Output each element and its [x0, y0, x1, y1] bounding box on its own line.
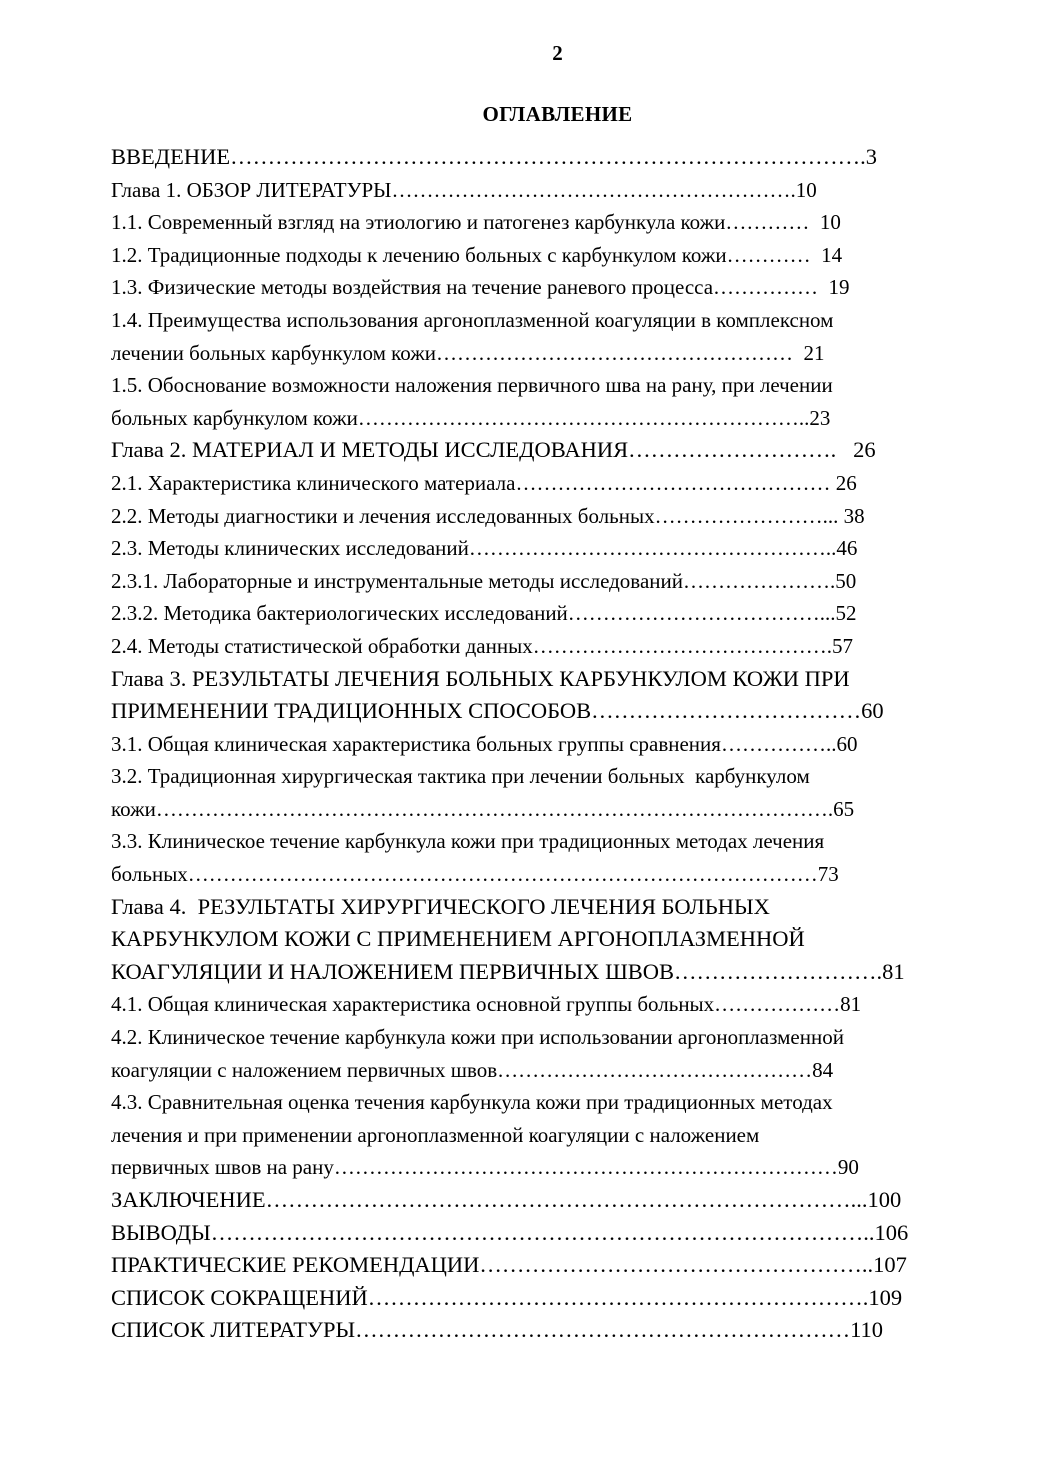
table-of-contents — [111, 141, 986, 1347]
toc-entry: лечении больных карбункулом кожи…………………………………………… 21 — [111, 340, 825, 365]
toc-entry: 4.3. Сравнительная оценка течения карбункула кожи при традиционных методах — [111, 1090, 833, 1115]
toc-entry: КОАГУЛЯЦИИ И НАЛОЖЕНИЕМ ПЕРВИЧНЫХ ШВОВ……………………….81 — [111, 958, 905, 984]
toc-entry: СПИСОК ЛИТЕРАТУРЫ…………………………………………………………110 — [111, 1317, 884, 1343]
toc-entry: Глава 1. ОБЗОР ЛИТЕРАТУРЫ………………………………………………….10 — [111, 177, 817, 202]
toc-entry: 1.2. Традиционные подходы к лечению больных с карбункулом кожи………… 14 — [111, 242, 843, 267]
toc-entry: 3.2. Традиционная хирургическая тактика при лечении больных карбункулом — [111, 764, 810, 789]
toc-entry: 1.3. Физические методы воздействия на течение раневого процесса…………… 19 — [111, 275, 850, 300]
toc-entry: коагуляции с наложением первичных швов………………………………………84 — [111, 1057, 834, 1082]
toc-entry: 3.3. Клиническое течение карбункула кожи при традиционных методах лечения — [111, 829, 825, 854]
toc-entry: 3.1. Общая клиническая характеристика больных группы сравнения……………..60 — [111, 731, 858, 756]
toc-entry: 1.1. Современный взгляд на этиологию и патогенез карбункула кожи………… 10 — [111, 210, 841, 235]
toc-entry: 2.4. Методы статистической обработки данных…………………………………….57 — [111, 633, 853, 658]
toc-entry: КАРБУНКУЛОМ КОЖИ С ПРИМЕНЕНИЕМ АРГОНОПЛАЗМЕННОЙ — [111, 926, 805, 952]
page-number: 2 — [552, 41, 563, 65]
toc-entry: ПРИМЕНЕНИИ ТРАДИЦИОННЫХ СПОСОБОВ………………………………60 — [111, 698, 884, 724]
toc-entry: 1.5. Обоснование возможности наложения первичного шва на рану, при лечении — [111, 373, 833, 398]
toc-entry: 2.3.2. Методика бактериологических исследований………………………………...52 — [111, 601, 857, 626]
toc-entry: лечения и при применении аргоноплазменной коагуляции с наложением — [111, 1122, 760, 1147]
toc-entry: Глава 2. МАТЕРИАЛ И МЕТОДЫ ИССЛЕДОВАНИЯ………………………. 26 — [111, 437, 876, 463]
toc-entry: ВЫВОДЫ……………………………………………………………………………..106 — [111, 1219, 909, 1245]
toc-entry: 4.1. Общая клиническая характеристика основной группы больных………………81 — [111, 992, 862, 1017]
toc-entry: 4.2. Клиническое течение карбункула кожи при использовании аргоноплазменной — [111, 1025, 844, 1050]
toc-entry: кожи…………………………………………………………………………………….65 — [111, 796, 855, 821]
toc-entry: ЗАКЛЮЧЕНИЕ……………………………………………………………………...100 — [111, 1187, 902, 1212]
toc-entry: 2.3. Методы клинических исследований……………………………………………..46 — [111, 536, 858, 561]
toc-entry: больных………………………………………………………………………………73 — [111, 862, 839, 887]
toc-entry: первичных швов на рану………………………………………………………………90 — [111, 1155, 859, 1180]
toc-entry: СПИСОК СОКРАЩЕНИЙ………………………………………………………….109 — [111, 1284, 903, 1310]
toc-entry: 2.2. Методы диагностики и лечения исследованных больных……………………... 38 — [111, 503, 865, 528]
toc-entry: 2.1. Характеристика клинического материала……………………………………… 26 — [111, 470, 857, 495]
page-title: ОГЛАВЛЕНИЕ — [482, 102, 633, 126]
toc-entry: 1.4. Преимущества использования аргоноплазменной коагуляции в комплексном — [111, 307, 834, 332]
toc-entry: Глава 3. РЕЗУЛЬТАТЫ ЛЕЧЕНИЯ БОЛЬНЫХ КАРБУНКУЛОМ КОЖИ ПРИ — [111, 665, 850, 691]
toc-entry: ПРАКТИЧЕСКИЕ РЕКОМЕНДАЦИИ……………………………………………..107 — [111, 1252, 907, 1278]
toc-entry: ВВЕДЕНИЕ………………………………………………………………………….3 — [111, 144, 877, 169]
toc-entry: Глава 4. РЕЗУЛЬТАТЫ ХИРУРГИЧЕСКОГО ЛЕЧЕНИЯ БОЛЬНЫХ — [111, 893, 770, 919]
toc-entry: 2.3.1. Лабораторные и инструментальные методы исследований………………….50 — [111, 568, 857, 593]
toc-entry: больных карбункулом кожи………………………………………………………..23 — [111, 405, 831, 430]
